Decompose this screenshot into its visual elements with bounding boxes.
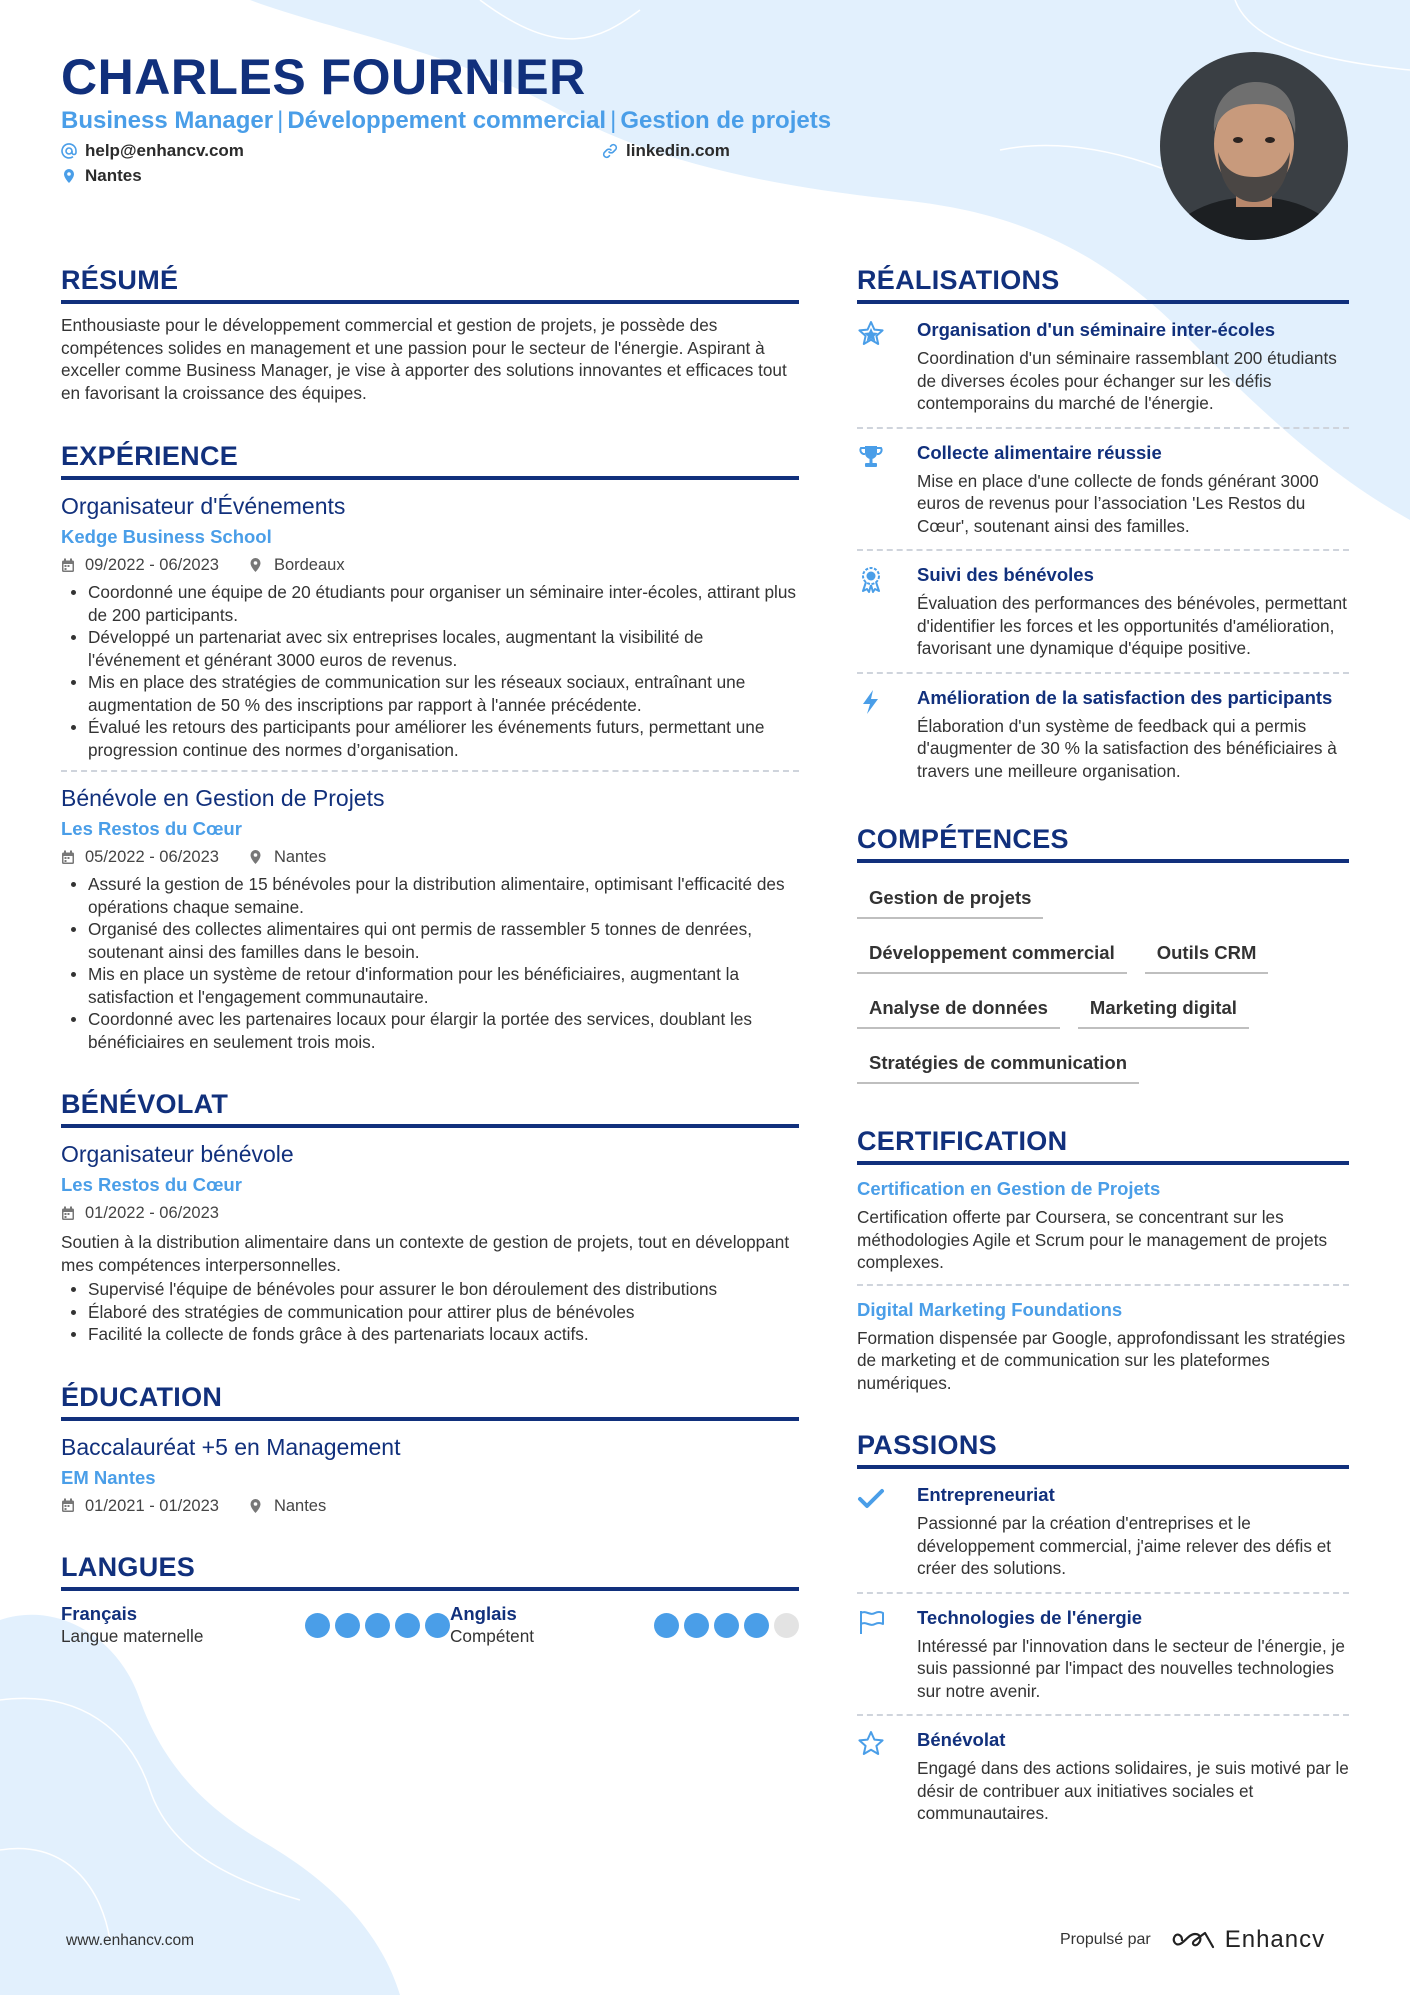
education-meta xyxy=(61,1496,799,1516)
resume-text: Enthousiaste pour le développement commercial et gestion de projets, je possède des compétences solides en management et une passion pour le secteur de l'énergie. Aspirant à exceller comme Business Manager, je vise à apporter des solutions innovantes et efficaces tout en favorisant la croissance des équipes. xyxy=(61,315,787,403)
certification-item xyxy=(857,1298,1349,1395)
language-rating xyxy=(654,1613,799,1647)
brand-name: Enhancv xyxy=(1224,1926,1326,1953)
experience-section xyxy=(61,441,799,1053)
job-dates: 09/2022 - 06/2023 xyxy=(85,556,219,574)
passion-title: Technologies de l'énergie xyxy=(917,1606,1143,1628)
rating-dot-filled xyxy=(714,1613,739,1638)
job-bullets xyxy=(61,581,799,761)
section-title-achievements: RÉALISATIONS xyxy=(857,265,1349,304)
rating-dot-filled xyxy=(744,1613,769,1638)
tagline-role-1: Business Manager xyxy=(61,107,274,134)
education-location-text: Nantes xyxy=(273,1496,327,1515)
profile-photo xyxy=(1160,52,1348,240)
achievement-item xyxy=(857,674,1349,795)
passion-description: Passionné par la création d'entreprises et le développement commercial, j'aime relever des défis et créer des solutions. xyxy=(917,1513,1332,1578)
email-contact[interactable] xyxy=(61,141,244,161)
section-title-passions: PASSIONS xyxy=(857,1430,1349,1469)
calendar-icon xyxy=(61,1498,75,1513)
passions-section xyxy=(857,1430,1349,1837)
volunteer-dates: 01/2022 - 06/2023 xyxy=(85,1204,219,1222)
location-pin-icon xyxy=(249,557,262,573)
certification-description: Formation dispensée par Google, approfondissant les stratégies de marketing et de communication sur les plateformes numériques. xyxy=(857,1327,1346,1393)
tagline-separator: | xyxy=(610,107,617,134)
school: EM Nantes xyxy=(61,1466,156,1488)
enhancv-logo-icon xyxy=(1171,1929,1217,1951)
tagline xyxy=(61,107,831,136)
divider xyxy=(61,770,799,772)
passion-title: Entrepreneuriat xyxy=(917,1484,1055,1505)
certification-title: Certification en Gestion de Projets xyxy=(857,1178,1161,1199)
job-location-text: Bordeaux xyxy=(273,556,345,574)
job-location xyxy=(249,847,326,867)
section-title-resume: RÉSUMÉ xyxy=(61,265,799,304)
language-level: Compétent xyxy=(450,1625,535,1646)
candidate-name: CHARLES FOURNIER xyxy=(61,49,586,105)
achievement-item xyxy=(857,429,1349,550)
achievement-description: Mise en place d'une collecte de fonds générant 3000 euros de revenus pour l’association 'Les Restos du Cœur', soutenant ainsi des familles. xyxy=(917,470,1319,536)
volunteer-description: Soutien à la distribution alimentaire dans un contexte de gestion de projets, tout en développant mes compétences interpersonnelles. xyxy=(61,1232,790,1275)
linkedin-contact[interactable] xyxy=(602,141,730,161)
job-location xyxy=(249,555,345,575)
organization: Les Restos du Cœur xyxy=(61,818,242,839)
section-title-skills: COMPÉTENCES xyxy=(857,824,1349,863)
bullet-item: Coordonné une équipe de 20 étudiants pour organiser un séminaire inter-écoles, attirant plus de 200 participants. xyxy=(61,581,799,626)
language-item xyxy=(61,1603,450,1647)
job-bullets xyxy=(61,873,799,1053)
section-title-volunteering: BÉNÉVOLAT xyxy=(61,1089,799,1128)
link-icon xyxy=(602,143,618,159)
certification-description: Certification offerte par Coursera, se concentrant sur les méthodologies Agile et Scrum pour le management de projets complexes. xyxy=(857,1207,1328,1272)
achievement-item xyxy=(857,551,1349,672)
achievement-title: Amélioration de la satisfaction des participants xyxy=(917,686,1333,708)
passion-description: Engagé dans des actions solidaires, je suis motivé par le désir de contribuer aux initiatives sociales et communautaires. xyxy=(917,1758,1349,1823)
linkedin-text[interactable]: linkedin.com xyxy=(626,141,730,160)
star-badge-icon xyxy=(857,320,885,348)
location-pin-icon xyxy=(61,168,77,184)
rating-dot-filled xyxy=(335,1613,360,1638)
rating-dot-filled xyxy=(684,1613,709,1638)
job-meta xyxy=(61,847,799,867)
bullet-item: Mis en place des stratégies de communication sur les réseaux sociaux, entraînant une augmentation de 50 % des inscriptions par rapport à l'année précédente. xyxy=(61,671,799,716)
tagline-role-2: Développement commercial xyxy=(287,107,607,134)
resume-section xyxy=(61,265,799,404)
achievement-description: Évaluation des performances des bénévoles, permettant d'identifier les forces et les opportunités d'amélioration, favorisant une dynamique d'équipe positive. xyxy=(917,593,1347,658)
medal-icon xyxy=(857,565,885,593)
education-location xyxy=(249,1496,326,1516)
bullet-item: Organisé des collectes alimentaires qui ont permis de rassembler 5 tonnes de denrées, soutenant ainsi des familles dans le besoin. xyxy=(61,918,799,963)
certification-item xyxy=(857,1177,1349,1274)
achievement-title: Organisation d'un séminaire inter-écoles xyxy=(917,319,1276,340)
left-column xyxy=(61,265,799,1647)
achievement-description: Coordination d'un séminaire rassemblant 200 étudiants de diverses écoles pour échanger sur les défis contemporains du marché de l'énergie. xyxy=(917,348,1337,413)
education-dates: 01/2021 - 01/2023 xyxy=(85,1496,219,1515)
star-icon xyxy=(857,1730,885,1758)
flag-icon xyxy=(857,1608,885,1636)
skill-tag: Gestion de projets xyxy=(857,873,1043,919)
section-title-experience: EXPÉRIENCE xyxy=(61,441,799,480)
calendar-icon xyxy=(61,850,75,865)
passion-title: Bénévolat xyxy=(917,1729,1006,1750)
section-title-certification: CERTIFICATION xyxy=(857,1126,1349,1165)
footer-website[interactable]: www.enhancv.com xyxy=(66,1932,195,1949)
location-pin-icon xyxy=(249,1498,262,1514)
achievement-title: Suivi des bénévoles xyxy=(917,564,1094,585)
achievement-description: Élaboration d'un système de feedback qui a permis d'augmenter de 30 % la satisfaction des bénéficiaires à travers une meilleure organisation. xyxy=(917,715,1337,781)
rating-dot-filled xyxy=(305,1613,330,1638)
achievement-item xyxy=(857,304,1349,427)
bullet-item: Mis en place un système de retour d'information pour les bénéficiaires, augmentant la satisfaction et l'engagement communautaire. xyxy=(61,963,799,1008)
education-section xyxy=(61,1382,799,1516)
language-name: Anglais xyxy=(450,1602,517,1624)
trophy-icon xyxy=(857,443,885,471)
section-title-education: ÉDUCATION xyxy=(61,1382,799,1421)
achievement-title: Collecte alimentaire réussie xyxy=(917,441,1162,463)
divider xyxy=(857,1284,1349,1286)
bullet-item: Supervisé l'équipe de bénévoles pour assurer le bon déroulement des distributions xyxy=(61,1278,799,1301)
bullet-item: Coordonné avec les partenaires locaux pour élargir la portée des services, doublant les bénéficiaires en seulement trois mois. xyxy=(61,1008,799,1053)
passion-item xyxy=(857,1594,1349,1715)
volunteer-bullets xyxy=(61,1278,799,1346)
experience-item xyxy=(61,784,799,1053)
language-name: Français xyxy=(61,1602,138,1624)
rating-dot-empty xyxy=(774,1613,799,1638)
skill-tag: Développement commercial xyxy=(857,928,1127,974)
certification-title: Digital Marketing Foundations xyxy=(857,1298,1123,1320)
email-text[interactable]: help@enhancv.com xyxy=(85,141,244,160)
tagline-separator: | xyxy=(277,107,284,134)
skill-tag: Marketing digital xyxy=(1078,983,1249,1029)
bullet-item: Assuré la gestion de 15 bénévoles pour la distribution alimentaire, optimisant l'efficacité des opérations chaque semaine. xyxy=(61,873,799,918)
tagline-role-3: Gestion de projets xyxy=(620,107,832,134)
degree: Baccalauréat +5 en Management xyxy=(61,1433,401,1460)
bullet-item: Développé un partenariat avec six entreprises locales, augmentant la visibilité de l'événement et générant 3000 euros de revenus. xyxy=(61,626,799,671)
skill-tag: Analyse de données xyxy=(857,983,1060,1029)
section-title-languages: LANGUES xyxy=(61,1552,799,1591)
bullet-item: Élaboré des stratégies de communication pour attirer plus de bénévoles xyxy=(61,1301,799,1324)
footer-branding xyxy=(1060,1926,1325,1954)
volunteer-meta xyxy=(61,1203,799,1223)
right-column xyxy=(857,265,1349,1837)
organization: Kedge Business School xyxy=(61,526,272,547)
language-rating xyxy=(305,1613,450,1647)
job-title: Organisateur d'Événements xyxy=(61,493,346,519)
languages-section xyxy=(61,1552,799,1647)
rating-dot-filled xyxy=(654,1613,679,1638)
calendar-icon xyxy=(61,558,75,573)
rating-dot-filled xyxy=(365,1613,390,1638)
skill-tag: Stratégies de communication xyxy=(857,1038,1139,1084)
at-icon xyxy=(61,143,77,159)
certification-section xyxy=(857,1126,1349,1394)
powered-by-label: Propulsé par xyxy=(1060,1931,1151,1948)
volunteering-section xyxy=(61,1089,799,1346)
location-contact xyxy=(61,166,142,186)
passion-description: Intéressé par l'innovation dans le secteur de l'énergie, je suis passionné par l'impact des nouvelles technologies sur notre avenir. xyxy=(917,1635,1345,1701)
language-level: Langue maternelle xyxy=(61,1625,204,1646)
rating-dot-filled xyxy=(425,1613,450,1638)
job-meta xyxy=(61,555,799,575)
location-text: Nantes xyxy=(85,166,142,185)
volunteer-role: Organisateur bénévole xyxy=(61,1141,294,1167)
check-icon xyxy=(857,1485,885,1513)
organization: Les Restos du Cœur xyxy=(61,1174,242,1195)
bullet-item: Facilité la collecte de fonds grâce à des partenariats locaux actifs. xyxy=(61,1323,799,1346)
brand-logo[interactable] xyxy=(1171,1926,1325,1954)
skills-section xyxy=(857,824,1349,1093)
calendar-icon xyxy=(61,1206,75,1221)
experience-item xyxy=(61,492,799,761)
passion-item xyxy=(857,1716,1349,1837)
rating-dot-filled xyxy=(395,1613,420,1638)
bullet-item: Évalué les retours des participants pour améliorer les événements futurs, permettant une progression continue des normes d’organisation. xyxy=(61,716,799,761)
skill-tag: Outils CRM xyxy=(1145,928,1269,974)
job-dates: 05/2022 - 06/2023 xyxy=(85,848,219,866)
job-location-text: Nantes xyxy=(273,848,327,866)
achievements-section xyxy=(857,265,1349,794)
job-title: Bénévole en Gestion de Projets xyxy=(61,785,385,811)
passion-item xyxy=(857,1469,1349,1592)
location-pin-icon xyxy=(249,849,262,865)
language-item xyxy=(450,1603,799,1647)
lightning-icon xyxy=(857,688,885,716)
